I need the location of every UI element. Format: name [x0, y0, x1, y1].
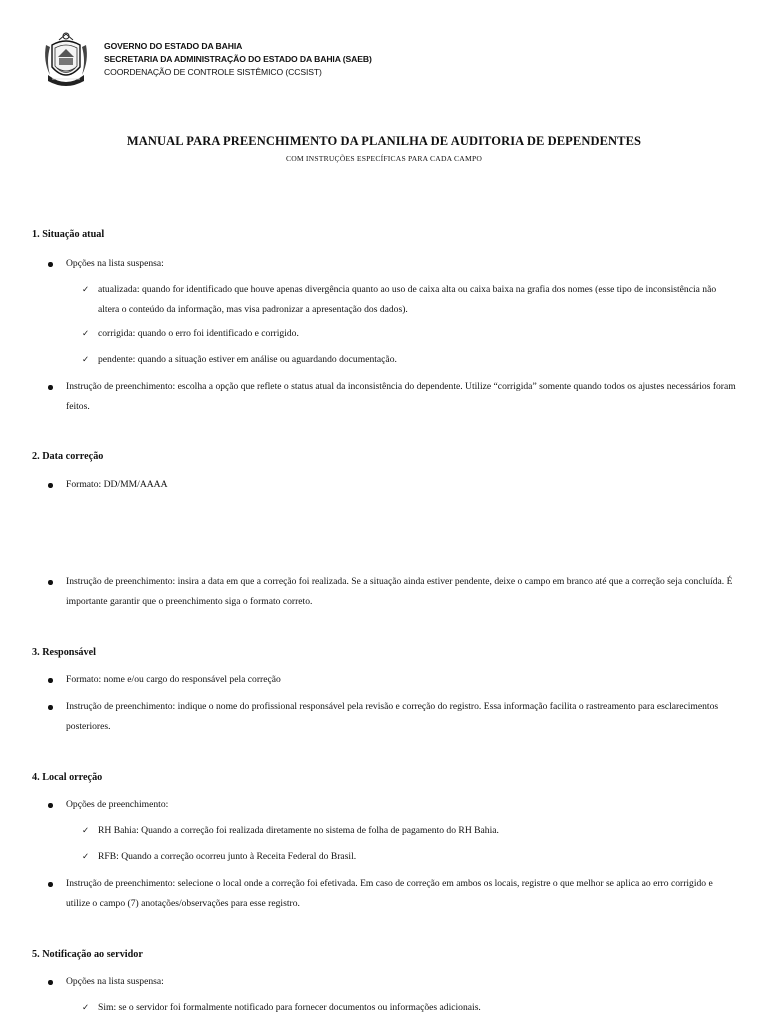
document-subtitle: COM INSTRUÇÕES ESPECÍFICAS PARA CADA CAMPO: [285, 154, 483, 163]
list-item: [48, 572, 738, 612]
checkmark-icon: ✓: [82, 285, 90, 295]
bullet-icon: [48, 483, 53, 488]
bullet-icon: [48, 678, 53, 683]
option-text: RFB: Quando a correção ocorreu junto à Receita Federal do Brasil.: [98, 851, 357, 862]
section-heading: 4. Local orreção: [32, 772, 103, 783]
header-text-block: [104, 40, 372, 79]
list-item-text: Opções na lista suspensa:: [66, 976, 164, 987]
section-heading: 3. Responsável: [32, 647, 96, 658]
bullet-icon: [48, 803, 53, 808]
option-text: corrigida: quando o erro foi identificado e corrigido.: [98, 328, 299, 339]
option-item: [82, 324, 738, 344]
list-item-text: Opções de preenchimento:: [66, 799, 169, 810]
checkmark-icon: ✓: [82, 329, 90, 339]
header-government: GOVERNO DO ESTADO DA BAHIA: [104, 41, 243, 51]
list-item: [48, 874, 738, 914]
list-item: [48, 475, 738, 495]
list-item: [48, 795, 738, 815]
list-item: [48, 697, 738, 737]
list-item-text: Formato: nome e/ou cargo do responsável pela correção: [66, 674, 281, 685]
list-item-text: Opções na lista suspensa:: [66, 258, 164, 269]
checkmark-icon: ✓: [82, 852, 90, 862]
checkmark-icon: ✓: [82, 826, 90, 836]
option-item: [82, 821, 738, 841]
list-item: [48, 377, 738, 417]
list-item-text: Formato: DD/MM/AAAA: [66, 479, 168, 490]
bullet-icon: [48, 262, 53, 267]
list-item-text: Instrução de preenchimento: selecione o local onde a correção foi efetivada. Em caso de correção em ambos os locais, registre o que melhor se aplica ao erro corrigido e utilize o campo (7) anotações/observações para esse registro.: [66, 878, 713, 909]
list-item-text: Instrução de preenchimento: indique o nome do profissional responsável pela revisão e correção do registro. Essa informação facilita o rastreamento para esclarecimentos posteriores.: [66, 701, 719, 732]
section-heading: 1. Situação atual: [32, 229, 105, 240]
option-text: pendente: quando a situação estiver em análise ou aguardando documentação.: [98, 354, 397, 365]
header-coordination: COORDENAÇÃO DE CONTROLE SISTÊMICO (CCSIST): [104, 67, 322, 77]
list-item: [48, 670, 738, 690]
option-item: [82, 998, 738, 1018]
option-item: [82, 280, 738, 320]
option-text: atualizada: quando for identificado que houve apenas divergência quanto ao uso de caixa alta ou caixa baixa na grafia dos nomes (esse tipo de inconsistência não altera o conteúdo da informação, mas visa padronizar a apresentação dos dados).: [98, 284, 717, 315]
list-item-text: Instrução de preenchimento: insira a data em que a correção foi realizada. Se a situação ainda estiver pendente, deixe o campo em branco até que a correção seja concluída. É importante garantir que o preenchimento siga o formato correto.: [66, 576, 733, 607]
document-title: MANUAL PARA PREENCHIMENTO DA PLANILHA DE AUDITORIA DE DEPENDENTES: [126, 134, 642, 148]
header-secretariat: SECRETARIA DA ADMINISTRAÇÃO DO ESTADO DA BAHIA (SAEB): [104, 54, 372, 64]
bullet-icon: [48, 580, 53, 585]
checkmark-icon: ✓: [82, 1003, 90, 1013]
list-item: [48, 254, 738, 274]
checkmark-icon: ✓: [82, 355, 90, 365]
list-item: [48, 972, 738, 992]
option-text: RH Bahia: Quando a correção foi realizada diretamente no sistema de folha de pagamento do RH Bahia.: [98, 825, 499, 836]
document-header: [42, 31, 372, 89]
option-item: [82, 847, 738, 867]
bullet-icon: [48, 882, 53, 887]
bullet-icon: [48, 385, 53, 390]
state-coat-of-arms-icon: [42, 31, 90, 89]
bullet-icon: [48, 705, 53, 710]
bullet-icon: [48, 980, 53, 985]
section-heading: 5. Notificação ao servidor: [32, 949, 143, 960]
list-item-text: Instrução de preenchimento: escolha a opção que reflete o status atual da inconsistência do dependente. Utilize “corrigida” somente quando todos os ajustes necessários foram feitos.: [66, 381, 736, 412]
section-heading: 2. Data correção: [32, 451, 104, 462]
option-item: [82, 350, 738, 370]
option-text: Sim: se o servidor foi formalmente notificado para fornecer documentos ou informações adicionais.: [98, 1002, 481, 1013]
